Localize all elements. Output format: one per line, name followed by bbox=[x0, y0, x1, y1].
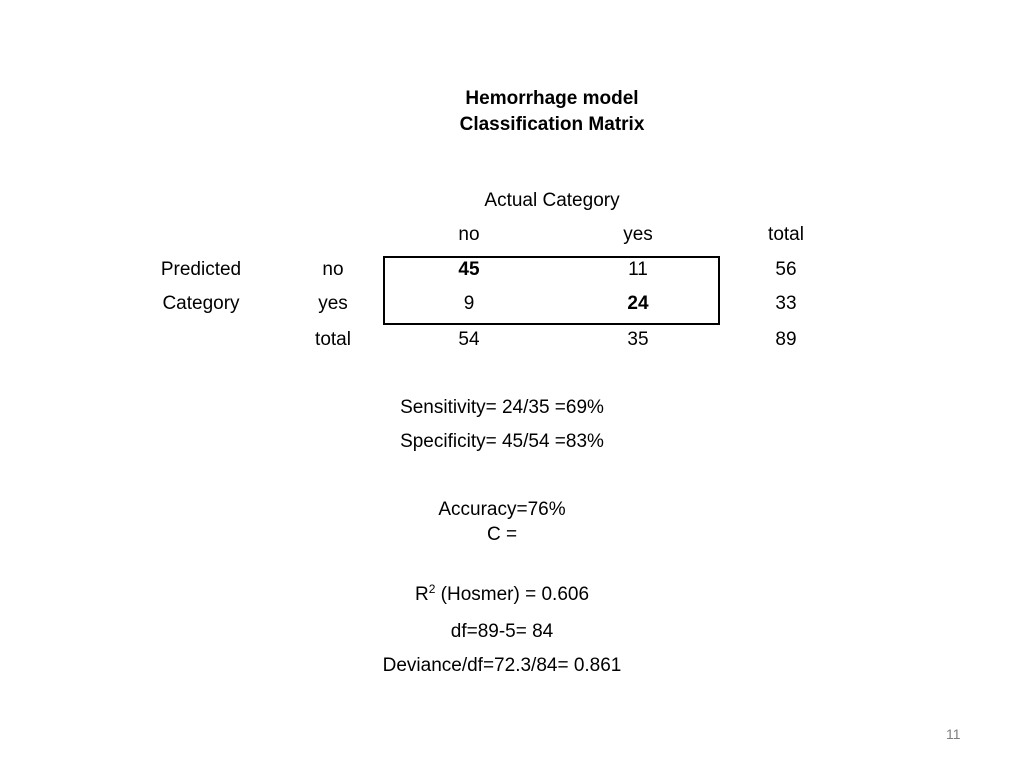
accuracy-text: Accuracy=76% bbox=[438, 499, 566, 520]
cell-yes-total: 33 bbox=[775, 293, 797, 314]
r-squared-symbol: R bbox=[414, 584, 429, 605]
cell-yes-yes: 24 bbox=[627, 293, 649, 314]
page-number: 11 bbox=[946, 726, 961, 742]
cell-no-total: 56 bbox=[775, 259, 797, 280]
column-header-yes: yes bbox=[623, 224, 653, 245]
row-label-total: total bbox=[315, 329, 351, 350]
matrix-border bbox=[383, 256, 720, 325]
slide-title-line2: Classification Matrix bbox=[459, 114, 645, 135]
specificity-text: Specificity= 45/54 =83% bbox=[400, 431, 604, 452]
cell-no-no: 45 bbox=[458, 259, 480, 280]
category-label: Category bbox=[162, 293, 240, 314]
row-label-yes: yes bbox=[318, 293, 348, 314]
cell-no-yes: 11 bbox=[628, 259, 648, 280]
actual-category-label: Actual Category bbox=[484, 190, 620, 211]
r-squared-superscript: 2 bbox=[428, 582, 436, 596]
cell-total-total: 89 bbox=[775, 329, 797, 350]
sensitivity-text: Sensitivity= 24/35 =69% bbox=[400, 397, 604, 418]
r-squared-value: (Hosmer) = 0.606 bbox=[435, 584, 590, 605]
row-label-no: no bbox=[322, 259, 344, 280]
deviance-text: Deviance/df=72.3/84= 0.861 bbox=[382, 655, 622, 676]
c-statistic-text: C = bbox=[486, 524, 518, 545]
column-header-total: total bbox=[768, 224, 804, 245]
cell-total-yes: 35 bbox=[627, 329, 649, 350]
column-header-no: no bbox=[458, 224, 480, 245]
cell-yes-no: 9 bbox=[463, 293, 475, 314]
r-squared-text bbox=[415, 583, 589, 607]
degrees-of-freedom-text: df=89-5= 84 bbox=[450, 621, 554, 642]
cell-total-no: 54 bbox=[458, 329, 480, 350]
slide-title-line1: Hemorrhage model bbox=[465, 88, 639, 109]
predicted-label: Predicted bbox=[160, 259, 242, 280]
